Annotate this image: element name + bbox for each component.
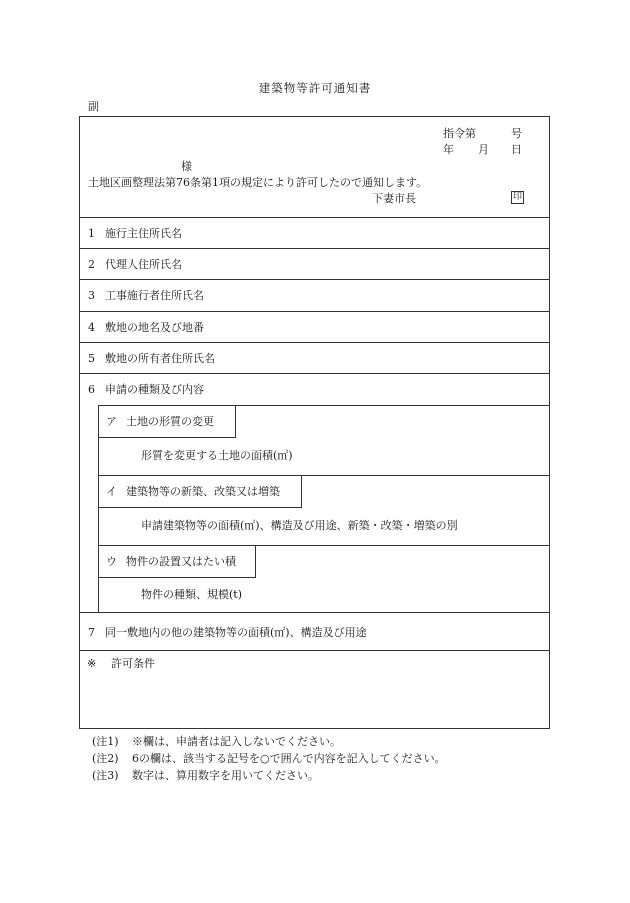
field-owner-label: 敷地の所有者住所氏名 [105,352,215,365]
field-site-label: 敷地の地名及び地番 [105,321,204,334]
number-suffix: 号 [511,127,522,140]
date-month: 月 [478,143,489,156]
copy-mark: 副 [88,100,99,113]
field-applicant-num: 1 [88,227,95,240]
note-2-num: (注2) [92,752,119,765]
row-divider [80,217,549,218]
notice-text: 土地区画整理法第76条第1項の規定により許可したので通知します。 [88,176,428,189]
subsection-c-detail: 物件の種類、規模(t) [141,588,243,601]
subsection-b-heading: 建築物等の新築、改築又は増築 [126,485,280,498]
document-title: 建築物等許可通知書 [258,81,372,95]
note-1-num: (注1) [92,735,119,748]
conditions-label: 許可条件 [111,657,155,670]
subsection-b-detail: 申請建築物等の面積(㎡)、構造及び用途、新築・改築・増築の別 [141,519,458,532]
directive-number-label: 指令第 [443,127,476,140]
field-agent-num: 2 [88,258,95,271]
note-3-text: 数字は、算用数字を用いてください。 [132,769,319,782]
subsection-b-code: イ [106,485,117,498]
row-divider [80,311,549,312]
field-application-num: 6 [88,383,95,396]
subsection-a-code: ア [106,415,117,428]
subsection-c-heading: 物件の設置又はたい積 [126,555,236,568]
field-site-num: 4 [88,321,95,334]
field-other-buildings-label: 同一敷地内の他の建築物等の面積(㎡)、構造及び用途 [105,626,367,639]
field-agent-label: 代理人住所氏名 [105,258,182,271]
issuer-name: 下妻市長 [372,192,416,205]
field-contractor-label: 工事施行者住所氏名 [105,289,204,302]
seal-mark: 印 [512,192,522,202]
note-2-text: 6の欄は、該当する記号を○で囲んで内容を記入してください。 [132,752,446,765]
subsection-a-detail: 形質を変更する土地の面積(㎡) [141,449,293,462]
row-divider [80,650,549,651]
conditions-mark: ※ [87,657,97,670]
note-3-num: (注3) [92,769,119,782]
subsection-c-code: ウ [106,555,117,568]
row-divider [80,342,549,343]
row-divider [80,248,549,249]
row-divider [80,612,549,613]
date-day: 日 [511,143,522,156]
note-1-text: ※欄は、申請者は記入しないでください。 [132,735,341,748]
row-divider [80,279,549,280]
row-divider [80,373,549,374]
field-application-label: 申請の種類及び内容 [105,383,204,396]
subsection-a-heading: 土地の形質の変更 [126,415,214,428]
field-other-buildings-num: 7 [88,626,95,639]
date-year: 年 [443,143,454,156]
field-contractor-num: 3 [88,289,95,302]
field-applicant-label: 施行主住所氏名 [105,227,182,240]
permit-form [79,116,550,729]
field-owner-num: 5 [88,352,95,365]
addressee-suffix: 様 [181,160,192,173]
